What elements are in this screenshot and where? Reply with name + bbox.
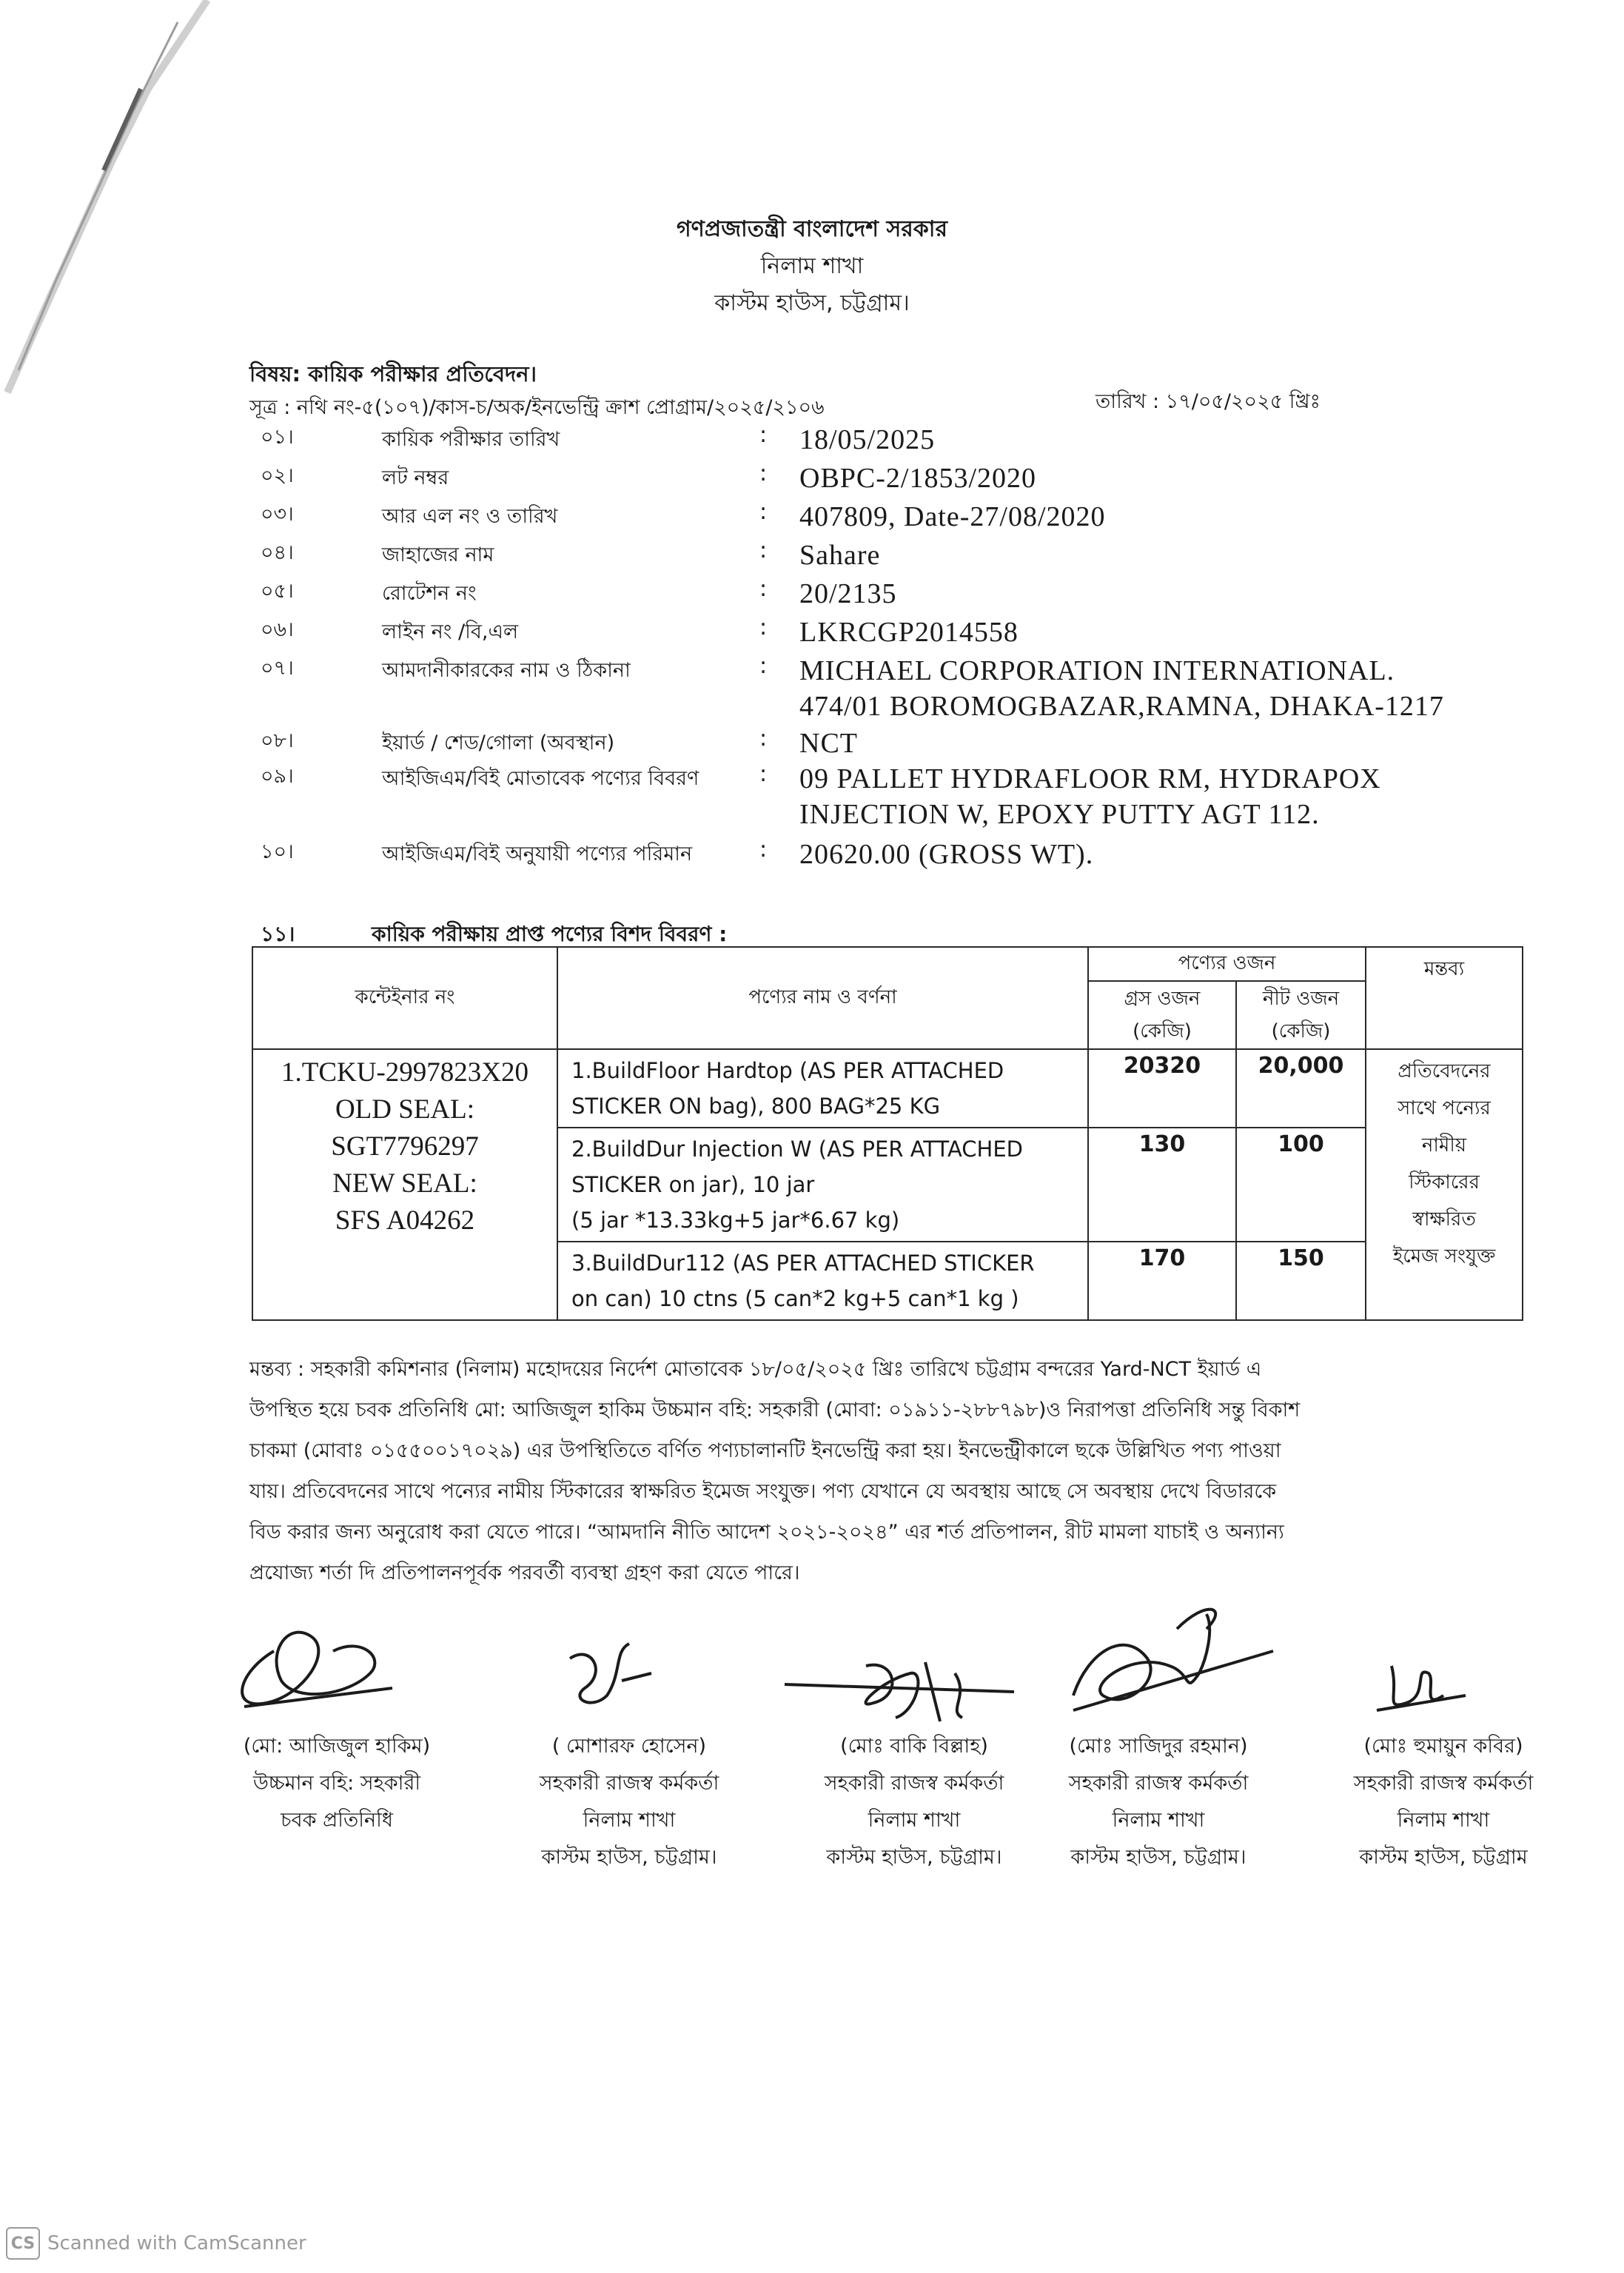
signatory-designation: সহকারী রাজস্ব কর্মকর্তা bbox=[824, 1772, 1004, 1795]
signatory-branch: নিলাম শাখা bbox=[1112, 1809, 1205, 1832]
container-number: 1.TCKU-2997823X20 bbox=[281, 1057, 529, 1088]
signatory-designation: উচ্চমান বহি: সহকারী bbox=[252, 1772, 421, 1795]
net-weight: 20,000 bbox=[1236, 1049, 1366, 1128]
signatory-block bbox=[788, 1728, 1040, 1876]
new-seal-number: SFS A04262 bbox=[335, 1205, 475, 1236]
field-value: 18/05/2025 bbox=[799, 424, 936, 455]
field-label: ইয়ার্ড / শেড/গোলা (অবস্থান) bbox=[382, 732, 615, 754]
field-colon: : bbox=[759, 837, 768, 863]
field-value: 09 PALLET HYDRAFLOOR RM, HYDRAPOX bbox=[799, 763, 1381, 794]
header-goods-weight: পণ্যের ওজন bbox=[1088, 947, 1366, 981]
field-row bbox=[0, 615, 1624, 652]
field-label: আমদানীকারকের নাম ও ঠিকানা bbox=[382, 659, 631, 682]
signatory-designation: সহকারী রাজস্ব কর্মকর্তা bbox=[539, 1772, 719, 1795]
remark-line: প্রতিবেদনের bbox=[1397, 1060, 1491, 1082]
signatory-branch: নিলাম শাখা bbox=[868, 1809, 961, 1832]
desc-line: 1.BuildFloor Hardtop (AS PER ATTACHED bbox=[571, 1058, 1004, 1083]
section-number: ১১। bbox=[261, 922, 295, 946]
signatory-designation: সহকারী রাজস্ব কর্মকর্তা bbox=[1068, 1772, 1249, 1795]
signature-1-mark bbox=[222, 1607, 400, 1718]
header-government: গণপ্রজাতন্ত্রী বাংলাদেশ সরকার bbox=[677, 216, 947, 242]
remark-line: সাথে পন্যের bbox=[1397, 1097, 1491, 1119]
field-label: লট নম্বর bbox=[382, 466, 449, 489]
field-row bbox=[0, 422, 1624, 459]
field-value: 20/2135 bbox=[799, 578, 897, 609]
header-net-weight: নীট ওজন (কেজি) bbox=[1236, 981, 1366, 1049]
field-label: আইজিএম/বিই অনুযায়ী পণ্যের পরিমান bbox=[382, 843, 693, 866]
net-weight: 150 bbox=[1236, 1242, 1366, 1320]
field-label: জাহাজের নাম bbox=[382, 543, 494, 566]
header-goods-description: পণ্যের নাম ও বর্ণনা bbox=[557, 947, 1088, 1049]
field-label: আর এল নং ও তারিখ bbox=[382, 505, 558, 528]
field-colon: : bbox=[759, 726, 768, 751]
signatory-name: (মো: আজিজুল হাকিম) bbox=[243, 1735, 431, 1758]
field-colon: : bbox=[759, 461, 768, 486]
scanner-watermark bbox=[6, 2227, 306, 2260]
reference-date: তারিখ : ১৭/০৫/২০২৫ খ্রিঃ bbox=[1095, 390, 1321, 413]
field-number: ০৩। bbox=[261, 503, 294, 526]
signatory-name: ( মোশারফ হোসেন) bbox=[551, 1735, 707, 1758]
remark-line: নামীয় bbox=[1421, 1134, 1467, 1156]
field-label: রোটেশন নং bbox=[382, 582, 477, 605]
field-row bbox=[0, 837, 1624, 911]
section-title: কায়িক পরীক্ষায় প্রাপ্ত পণ্যের বিশদ বিবরণ : bbox=[372, 922, 728, 946]
signatory-office: কাস্টম হাউস, চট্টগ্রাম। bbox=[541, 1846, 717, 1869]
gross-weight: 130 bbox=[1088, 1128, 1236, 1242]
signatory-block bbox=[1325, 1728, 1562, 1876]
signatory-name: (মোঃ বাকি বিল্লাহ) bbox=[840, 1735, 988, 1758]
field-number: ০১। bbox=[261, 426, 294, 449]
paper-crease-mark bbox=[0, 0, 229, 415]
header-container-no: কন্টেইনার নং bbox=[252, 947, 557, 1049]
goods-description bbox=[557, 1242, 1088, 1320]
signature-2-mark bbox=[548, 1629, 659, 1725]
signatory-office: চবক প্রতিনিধি bbox=[281, 1809, 393, 1832]
remarks-cell bbox=[1366, 1049, 1523, 1320]
signatory-name: (মোঃ হুমায়ুন কবির) bbox=[1363, 1735, 1523, 1758]
old-seal-number: SGT7796297 bbox=[331, 1131, 479, 1162]
gross-weight: 20320 bbox=[1088, 1049, 1236, 1128]
field-value: OBPC-2/1853/2020 bbox=[799, 463, 1037, 494]
field-value: 20620.00 (GROSS WT). bbox=[799, 839, 1094, 870]
remarks-paragraph bbox=[249, 1349, 1478, 1593]
reference-line: সূত্র : নথি নং-৫(১০৭)/কাস-চ/অক/ইনভেন্ট্রি ক্রাশ প্রোগ্রাম/২০২৫/২১০৬ bbox=[249, 396, 825, 419]
desc-line: 2.BuildDur Injection W (AS PER ATTACHED bbox=[571, 1136, 1024, 1162]
camscanner-logo-icon: CS bbox=[6, 2227, 40, 2260]
net-weight: 100 bbox=[1236, 1128, 1366, 1242]
field-number: ০২। bbox=[261, 464, 294, 487]
signature-4-mark bbox=[1058, 1584, 1281, 1725]
signatory-branch: নিলাম শাখা bbox=[583, 1809, 676, 1832]
field-row bbox=[0, 499, 1624, 536]
signatory-name: (মোঃ সাজিদুর রহমান) bbox=[1069, 1735, 1248, 1758]
field-label: লাইন নং /বি,এল bbox=[382, 620, 519, 643]
desc-line: on can) 10 ctns (5 can*2 kg+5 can*1 kg ) bbox=[571, 1286, 1019, 1311]
field-value: NCT bbox=[799, 728, 858, 759]
field-value-line2: INJECTION W, EPOXY PUTTY AGT 112. bbox=[799, 799, 1320, 830]
new-seal-label: NEW SEAL: bbox=[332, 1168, 477, 1199]
field-row bbox=[0, 726, 1624, 763]
remark-line: স্বাক্ষরিত bbox=[1412, 1208, 1476, 1231]
signatory-block bbox=[503, 1728, 755, 1876]
field-colon: : bbox=[759, 538, 768, 563]
field-number: ০৪। bbox=[261, 541, 294, 564]
field-number: ১০। bbox=[261, 840, 294, 863]
field-number: ০৮। bbox=[261, 729, 294, 752]
gross-weight: 170 bbox=[1088, 1242, 1236, 1320]
remark-line: স্টিকারের bbox=[1409, 1171, 1480, 1194]
field-colon: : bbox=[759, 422, 768, 448]
field-row bbox=[0, 461, 1624, 498]
signatory-office: কাস্টম হাউস, চট্টগ্রাম bbox=[1359, 1846, 1528, 1869]
signatory-office: কাস্টম হাউস, চট্টগ্রাম। bbox=[1070, 1846, 1246, 1869]
signature-3-mark bbox=[777, 1651, 1021, 1733]
scanner-watermark-text: Scanned with CamScanner bbox=[47, 2232, 306, 2254]
field-number: ০৫। bbox=[261, 580, 294, 603]
field-row bbox=[0, 576, 1624, 613]
signatory-designation: সহকারী রাজস্ব কর্মকর্তা bbox=[1353, 1772, 1534, 1795]
field-value: LKRCGP2014558 bbox=[799, 617, 1019, 648]
remarks-line: উপস্থিত হয়ে চবক প্রতিনিধি মো: আজিজুল হাকিম উচ্চমান বহি: সহকারী (মোবা: ০১৯১১-২৮৮৭৯৮)ও নিরাপত্তা প্রতিনিধি সন্তু বিকাশ bbox=[249, 1399, 1301, 1422]
remarks-line: মন্তব্য : সহকারী কমিশনার (নিলাম) মহোদয়ের নির্দেশ মোতাবেক ১৮/০৫/২০২৫ খ্রিঃ তারিখে চট্টগ্রাম বন্দরের Yard-NCT ইয়ার্ড এ bbox=[249, 1358, 1262, 1381]
field-label: আইজিএম/বিই মোতাবেক পণ্যের বিবরণ bbox=[382, 767, 699, 790]
signatory-block bbox=[215, 1728, 459, 1839]
header-branch: নিলাম শাখা bbox=[760, 253, 864, 279]
old-seal-label: OLD SEAL: bbox=[335, 1094, 475, 1125]
field-colon: : bbox=[759, 761, 768, 787]
remarks-line: বিড করার জন্য অনুরোধ করা যেতে পারে। “আমদানি নীতি আদেশ ২০২১-২০২৪” এর শর্ত প্রতিপালন, রীট মামলা যাচাই ও অন্যান্য bbox=[249, 1521, 1284, 1544]
field-value: MICHAEL CORPORATION INTERNATIONAL. bbox=[799, 655, 1395, 686]
field-value-line2: 474/01 BOROMOGBAZAR,RAMNA, DHAKA-1217 bbox=[799, 691, 1444, 722]
field-colon: : bbox=[759, 653, 768, 679]
header-remarks: মন্তব্য bbox=[1366, 947, 1523, 1049]
desc-line: 3.BuildDur112 (AS PER ATTACHED STICKER bbox=[571, 1251, 1035, 1276]
field-number: ০৯। bbox=[261, 765, 294, 788]
subject-line: বিষয়: কায়িক পরীক্ষার প্রতিবেদন। bbox=[249, 361, 537, 386]
header-office: কাস্টম হাউস, চট্টগ্রাম। bbox=[714, 290, 910, 316]
container-cell bbox=[252, 1049, 557, 1320]
field-row bbox=[0, 538, 1624, 575]
header-gross-weight: গ্রস ওজন (কেজি) bbox=[1088, 981, 1236, 1049]
field-value: Sahare bbox=[799, 540, 881, 571]
field-colon: : bbox=[759, 499, 768, 525]
remark-line: ইমেজ সংযুক্ত bbox=[1392, 1245, 1496, 1268]
signatory-block bbox=[1036, 1728, 1281, 1876]
field-number: ০৭। bbox=[261, 657, 294, 680]
table-row bbox=[252, 1049, 1523, 1128]
field-colon: : bbox=[759, 615, 768, 640]
field-row bbox=[0, 653, 1624, 727]
desc-line: (5 jar *13.33kg+5 jar*6.67 kg) bbox=[571, 1208, 900, 1233]
goods-table bbox=[252, 946, 1523, 1321]
signatory-branch: নিলাম শাখা bbox=[1397, 1809, 1490, 1832]
field-colon: : bbox=[759, 576, 768, 602]
remarks-line: প্রযোজ্য শর্তা দি প্রতিপালনপূর্বক পরবর্তী ব্যবস্থা গ্রহণ করা যেতে পারে। bbox=[249, 1561, 800, 1584]
field-row bbox=[0, 761, 1624, 835]
signatory-office: কাস্টম হাউস, চট্টগ্রাম। bbox=[826, 1846, 1002, 1869]
remarks-line: যায়। প্রতিবেদনের সাথে পন্যের নামীয় স্টিকারের স্বাক্ষরিত ইমেজ সংযুক্ত। পণ্য যেখানে যে অবস্থায় আছে সে অবস্থায় দেখে বিডারকে bbox=[249, 1480, 1277, 1503]
field-value: 407809, Date-27/08/2020 bbox=[799, 501, 1106, 532]
desc-line: STICKER ON bag), 800 BAG*25 KG bbox=[571, 1094, 941, 1119]
signature-5-mark bbox=[1362, 1651, 1473, 1733]
desc-line: STICKER on jar), 10 jar bbox=[571, 1172, 815, 1197]
goods-description bbox=[557, 1128, 1088, 1242]
field-number: ০৬। bbox=[261, 618, 294, 641]
remarks-line: চাকমা (মোবাঃ ০১৫৫০০১৭০২৯) এর উপস্থিতিতে বর্ণিত পণ্যচালানটি ইনভেন্ট্রি করা হয়। ইনভেন্ট্রীকালে ছকে উল্লিখিত পণ্য পাওয়া bbox=[249, 1439, 1281, 1462]
field-label: কায়িক পরীক্ষার তারিখ bbox=[382, 428, 560, 451]
goods-description bbox=[557, 1049, 1088, 1128]
